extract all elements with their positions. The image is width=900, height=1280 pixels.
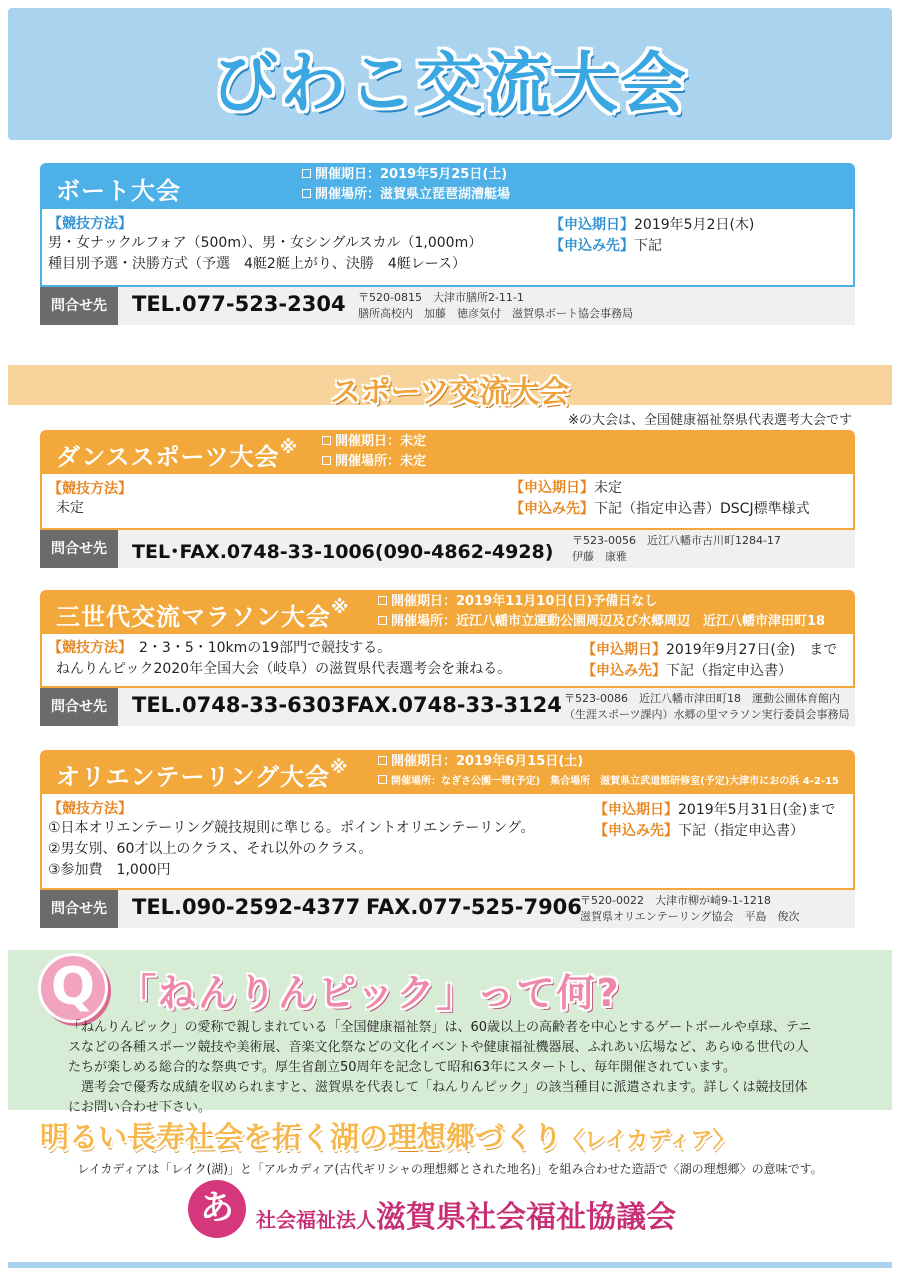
faq-line: 「ねんりんピック」の愛称で親しまれている「全国健康福祉祭」は、60歳以上の高齢者を中心とするゲートボールや卓球、テニ [68,1020,812,1035]
faq-line: スなどの各種スポーツ競技や美術展、音楽文化祭などの文化イベントや健康福祉機器展、ふれあい広場など、あらゆる世代の人 [68,1040,809,1055]
venue-label: 開催場所： [391,776,441,787]
method-line: ②男女別、60才以上のクラス、それ以外のクラス。 [48,841,373,857]
event-date: 未定 [400,434,427,449]
address-line: 膳所高校内 加藤 徳彦気付 滋賀県ボート協会事務局 [358,307,633,320]
phone-number: TEL.090-2592-4377 [132,895,361,919]
card-body [40,794,855,890]
card-header [40,430,855,474]
contact-label: 問合せ先 [40,890,118,928]
checkbox-icon [322,456,331,465]
date-label: 開催期日： [335,434,401,449]
contact-bar [40,530,855,568]
method-line: ねんりんピック2020年全国大会（岐阜）の滋賀県代表選考会を兼ねる。 [56,661,512,677]
checkbox-icon [378,775,387,784]
deadline-label: 【申込期日】 [582,642,666,658]
checkbox-icon [302,189,311,198]
contact-label: 問合せ先 [40,530,118,568]
bottom-border [8,1262,892,1268]
boat-event-card [40,163,855,333]
contact-address [358,290,633,322]
faq-body [68,1018,858,1118]
card-body [40,209,855,287]
checkbox-icon [378,756,387,765]
checkbox-icon [378,616,387,625]
slogan-sub: 〈レイカディア〉 [562,1128,735,1153]
method-line: 男・女ナックルフォア（500m）、男・女シングルスカル（1,000m） [48,235,483,251]
deadline-label: 【申込期日】 [550,217,634,233]
event-title-text: オリエンテーリング大会 [56,763,331,791]
contact-label: 問合せ先 [40,287,118,325]
address-line: （生涯スポーツ課内）水郷の里マラソン実行委員会事務局 [564,708,850,721]
event-title [56,757,349,792]
apply-label: 【申込み先】 [510,501,594,517]
dance-event-card [40,430,855,570]
contact-address [564,691,850,723]
method-label: 【競技方法】 [48,640,125,656]
date-label: 開催期日： [315,167,381,182]
contact-address [572,533,781,565]
page-title: びわこ交流大会 [212,45,688,122]
method-label: 【競技方法】 [48,481,132,497]
deadline-value: 2019年5月2日(木) [634,217,755,233]
selection-mark: ※ [279,437,299,458]
venue-label: 開催場所： [315,187,381,202]
event-venue: 近江八幡市立運動公園周辺及び水郷周辺 近江八幡市津田町18 [456,614,826,629]
apply-value: 下記（指定申込書） [666,663,792,679]
method-label: 【競技方法】 [48,216,132,232]
deadline-label: 【申込期日】 [594,802,678,818]
event-schedule [302,165,510,205]
apply-label: 【申込み先】 [550,238,634,254]
apply-value: 下記 [634,238,662,254]
address-line: 滋賀県オリエンテーリング協会 平島 俊次 [580,910,800,923]
event-schedule [378,592,825,632]
contact-bar [40,287,855,325]
method-line: 種目別予選・決勝方式（予選 4艇2艇上がり、決勝 4艇レース） [48,256,467,272]
q-badge: Q [38,953,108,1023]
organization-logo-icon: あ [188,1180,246,1238]
faq-line: にお問い合わせ下さい。 [68,1100,212,1115]
sports-note: ※の大会は、全国健康福祉祭県代表選考大会です [568,413,852,428]
address-line: 〒523-0056 近江八幡市古川町1284-17 [572,534,781,547]
phone-number: TEL.0748-33-6303 [132,693,346,717]
event-date: 2019年11月10日(日)予備日なし [456,594,658,609]
faq-line: 選考会で優秀な成績を収められますと、滋賀県を代表して「ねんりんピック」の該当種目に派遣されます。詳しくは競技団体 [68,1080,808,1095]
fax-number: FAX.0748-33-3124 [346,693,562,717]
date-label: 開催期日： [391,754,457,769]
phone-number: TEL.077-523-2304 [132,292,346,316]
card-header [40,750,855,794]
event-date: 2019年5月25日(土) [380,167,508,182]
deadline-value: 2019年5月31日(金)まで [678,802,836,818]
contact-address [580,893,800,925]
checkbox-icon [322,436,331,445]
apply-label: 【申込み先】 [582,663,666,679]
marathon-event-card [40,590,855,728]
orienteering-event-card [40,750,855,930]
card-body [40,474,855,530]
method-line: ①日本オリエンテーリング競技規則に準じる。ポイントオリエンテーリング。 [48,820,535,836]
address-line: 〒523-0086 近江八幡市津田町18 運動公園体育館内 [564,692,840,705]
event-date: 2019年6月15日(土) [456,754,584,769]
event-schedule [322,432,426,472]
contact-bar [40,890,855,928]
slogan-main: 明るい長寿社会を拓く湖の理想郷づくり [40,1120,563,1154]
method-label: 【競技方法】 [48,801,132,817]
checkbox-icon [378,596,387,605]
contact-bar [40,688,855,726]
event-venue: 未定 [400,454,427,469]
slogan [40,1115,860,1156]
event-title-text: ダンススポーツ大会 [56,443,280,471]
fax-number: FAX.077-525-7906 [366,895,582,919]
card-header [40,163,855,209]
method-line: ③参加費 1,000円 [48,862,171,878]
venue-label: 開催場所： [335,454,401,469]
selection-mark: ※ [331,597,350,618]
event-title [56,437,298,472]
address-line: 伊藤 康雅 [572,550,627,563]
method-line: 2・3・5・10kmの19部門で競技する。 [139,640,392,656]
method-value: 未定 [56,500,84,516]
address-line: 〒520-0815 大津市膳所2-11-1 [358,291,524,304]
selection-mark: ※ [330,757,349,778]
sports-section-title: スポーツ交流大会 [330,375,570,410]
slogan-note: レイカディアは「レイク(湖)」と「アルカディア(古代ギリシャの理想郷とされた地名)」を組み合わせた造語で〈湖の理想郷〉の意味です。 [77,1162,823,1176]
event-title-text: 三世代交流マラソン大会 [56,603,331,631]
organization-title: 滋賀県社会福祉協議会 [376,1200,676,1235]
contact-label: 問合せ先 [40,688,118,726]
event-title [56,597,350,632]
apply-label: 【申込み先】 [594,823,678,839]
address-line: 〒520-0022 大津市柳が崎9-1-1218 [580,894,771,907]
event-title: ボート大会 [56,177,181,205]
venue-label: 開催場所： [391,614,457,629]
deadline-value: 未定 [594,480,622,496]
deadline-value: 2019年9月27日(金) まで [666,642,838,658]
phone-number: TEL･FAX.0748-33-1006(090-4862-4928) [132,541,554,563]
faq-line: たちが楽しめる総合的な祭典です。厚生省創立50周年を記念して昭和63年にスタートし、毎年開催されています。 [68,1060,737,1075]
card-header [40,590,855,634]
checkbox-icon [302,169,311,178]
event-venue: なぎさ公園一帯(予定) 集合場所 滋賀県立武道館研修室(予定)大津市におの浜 4-2-15 [441,776,839,787]
organization-name [256,1192,676,1236]
apply-value: 下記（指定申込書） [678,823,804,839]
event-schedule [378,752,839,792]
apply-value: 下記（指定申込書）DSCJ標準様式 [594,501,810,517]
card-body [40,634,855,688]
deadline-label: 【申込期日】 [510,480,594,496]
faq-title: 「ねんりんピック」って何? [118,971,621,1015]
event-venue: 滋賀県立琵琶湖漕艇場 [380,187,511,202]
date-label: 開催期日： [391,594,457,609]
organization-type: 社会福祉法人 [256,1208,376,1232]
